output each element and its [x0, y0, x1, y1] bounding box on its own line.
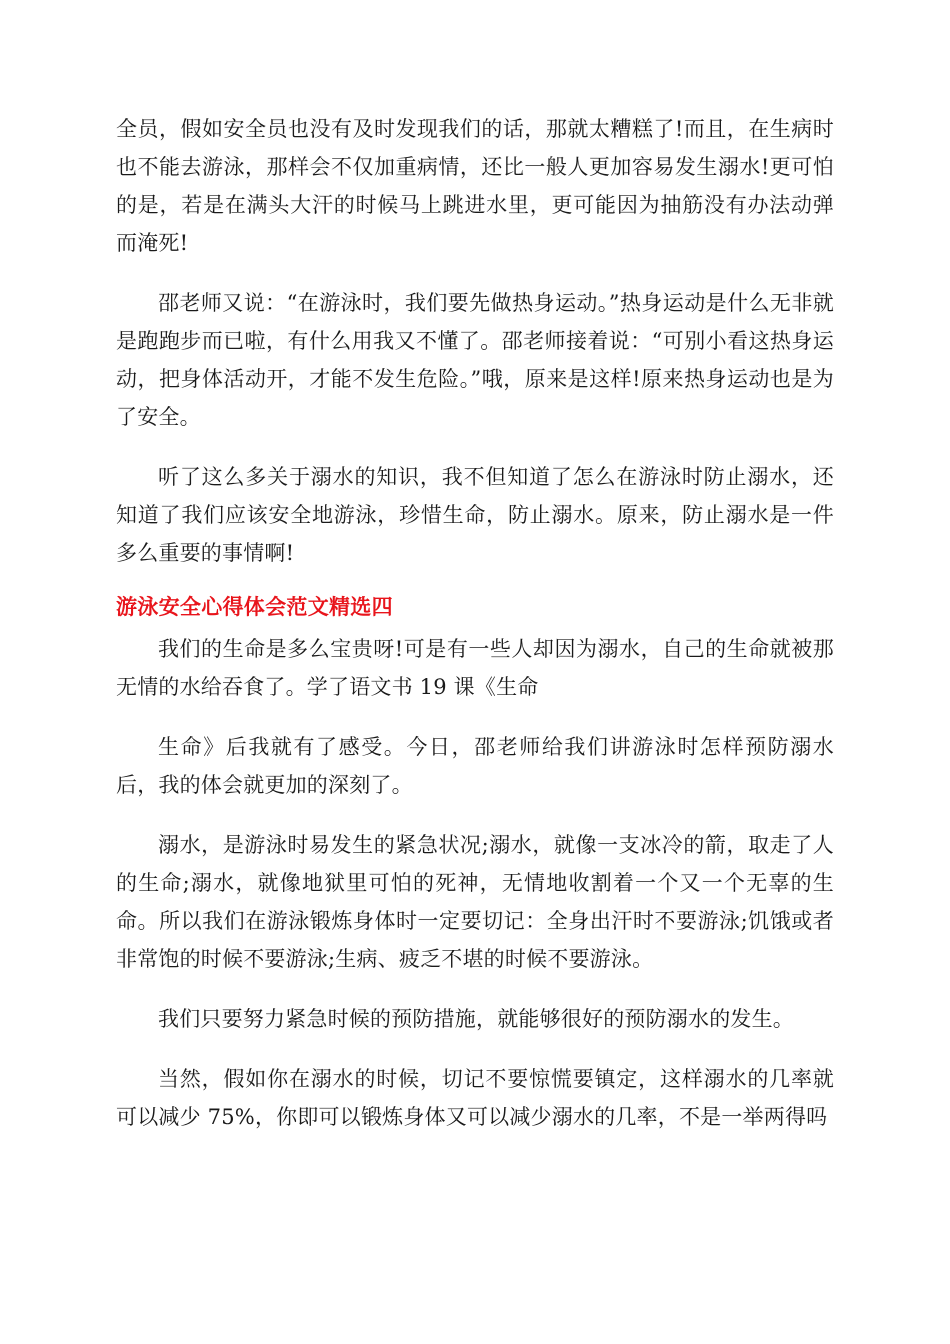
paragraph: 邵老师又说：“在游泳时，我们要先做热身运动。”热身运动是什么无非就是跑跑步而已啦，有什么用我又不懂了。邵老师接着说：“可别小看这热身运动，把身体活动开，才能不发生危险。”哦，原来是这样!原来热身运动也是为了安全。 — [116, 291, 834, 429]
document-body — [116, 110, 834, 1136]
paragraph: 我们只要努力紧急时候的预防措施，就能够很好的预防溺水的发生。 — [158, 1007, 794, 1031]
paragraph: 听了这么多关于溺水的知识，我不但知道了怎么在游泳时防止溺水，还知道了我们应该安全地游泳，珍惜生命，防止溺水。原来，防止溺水是一件多么重要的事情啊! — [116, 465, 834, 565]
paragraph: 生命》后我就有了感受。今日，邵老师给我们讲游泳时怎样预防溺水后，我的体会就更加的深刻了。 — [116, 735, 834, 797]
section-heading: 游泳安全心得体会范文精选四 — [116, 595, 393, 619]
paragraph: 当然，假如你在溺水的时候，切记不要惊慌要镇定，这样溺水的几率就可以减少 75%，你即可以锻炼身体又可以减少溺水的几率，不是一举两得吗 — [116, 1067, 834, 1129]
paragraph-continued: 全员，假如安全员也没有及时发现我们的话，那就太糟糕了!而且，在生病时也不能去游泳，那样会不仅加重病情，还比一般人更加容易发生溺水!更可怕的是，若是在满头大汗的时候马上跳进水里，更可能因为抽筋没有办法动弹而淹死! — [116, 117, 834, 255]
paragraph: 我们的生命是多么宝贵呀!可是有一些人却因为溺水，自己的生命就被那无情的水给吞食了。学了语文书 19 课《生命 — [116, 637, 834, 699]
paragraph: 溺水，是游泳时易发生的紧急状况;溺水，就像一支冰冷的箭，取走了人的生命;溺水，就像地狱里可怕的死神，无情地收割着一个又一个无辜的生命。所以我们在游泳锻炼身体时一定要切记：全身出汗时不要游泳;饥饿或者非常饱的时候不要游泳;生病、疲乏不堪的时候不要游泳。 — [116, 833, 834, 971]
